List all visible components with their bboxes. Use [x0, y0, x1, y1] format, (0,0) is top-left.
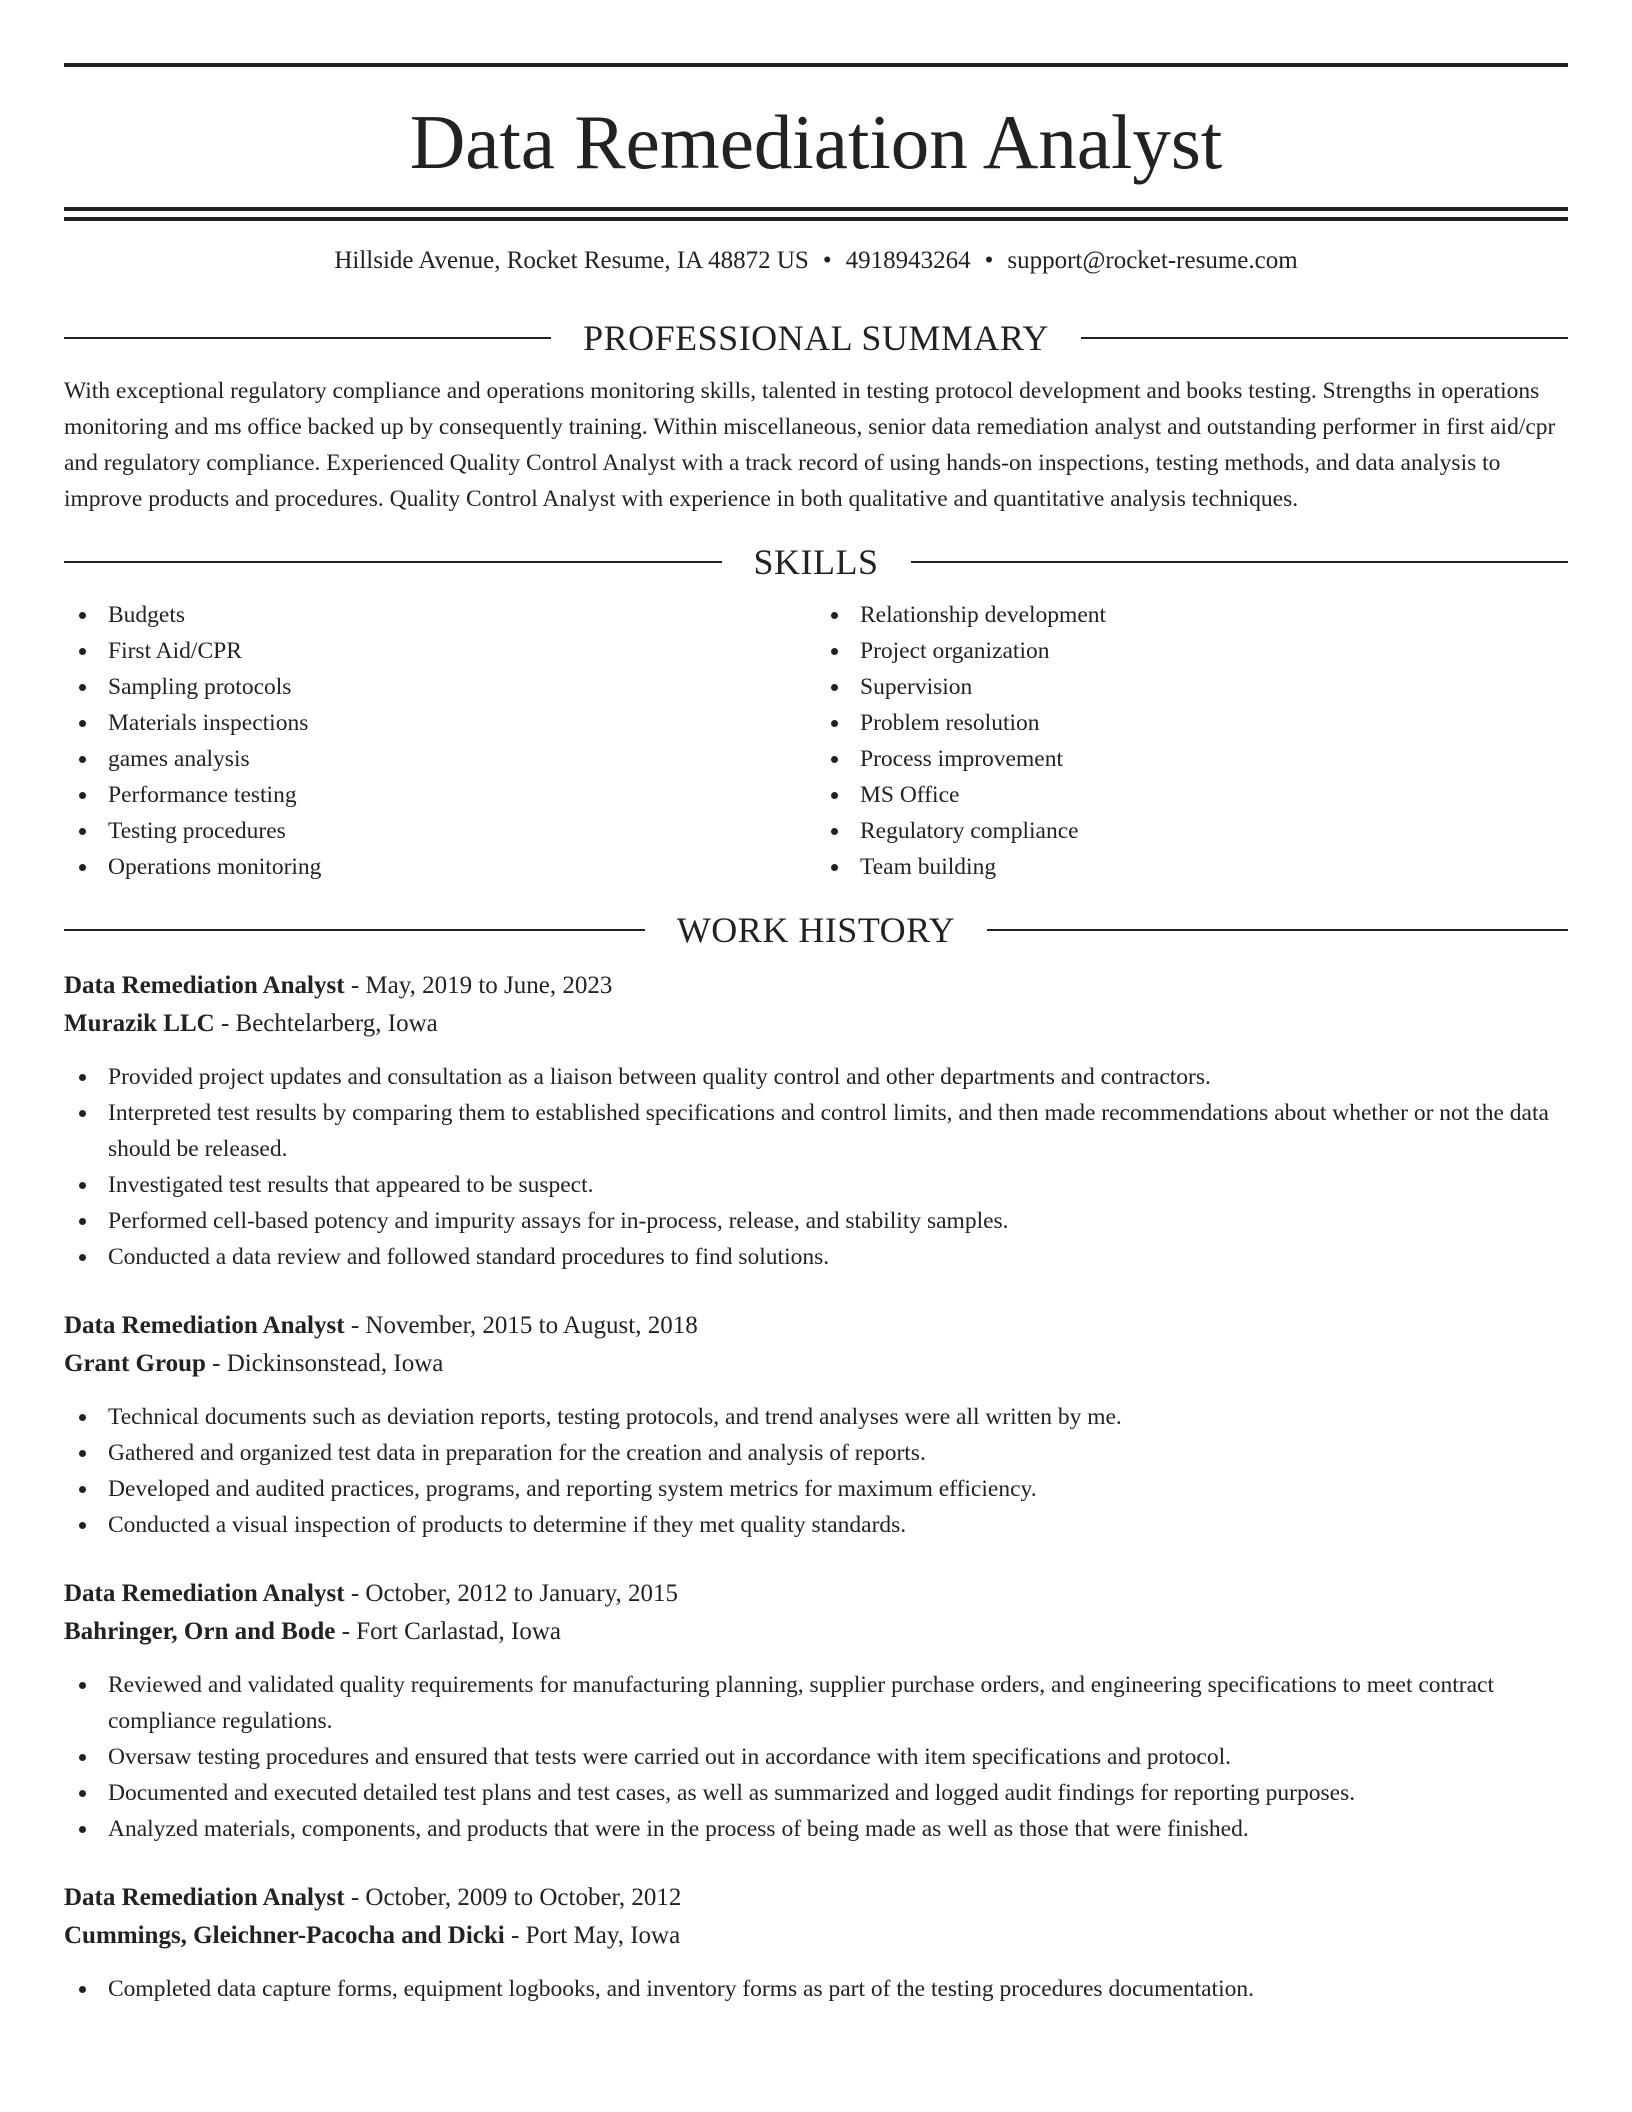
- skills-column-right: [816, 597, 1568, 885]
- job-title-line: [64, 1879, 1568, 1917]
- job-dates: - May, 2019 to June, 2023: [350, 972, 613, 999]
- skill-item: MS Office: [816, 777, 1568, 813]
- job-location: - Fort Carlastad, Iowa: [341, 1618, 561, 1645]
- summary-text: With exceptional regulatory compliance and operations monitoring skills, talented in testing protocol development and books testing. Strengths in operations monitoring and ms office backed up by consequently training. Within miscellaneous, senior data remediation analyst and outstanding performer in first aid/cpr and regulatory compliance. Experienced Quality Control Analyst with a track record of using hands-on inspections, testing methods, and data analysis to improve products and procedures. Quality Control Analyst with experience in both qualitative and quantitative analysis techniques.: [64, 378, 1556, 512]
- job-bullet: Provided project updates and consultation as a liaison between quality control and other departments and contractors.: [64, 1059, 1568, 1095]
- job-location: - Bechtelarberg, Iowa: [220, 1010, 438, 1037]
- job-title: Data Remediation Analyst: [64, 972, 345, 999]
- job-bullet: Reviewed and validated quality requirements for manufacturing planning, supplier purchase orders, and engineering specifications to meet contract compliance regulations.: [64, 1667, 1568, 1739]
- skills-column-left: [64, 597, 816, 885]
- job-bullets: [64, 1059, 1568, 1275]
- job-entry: [64, 1879, 1568, 2007]
- job-bullet: Developed and audited practices, programs, and reporting system metrics for maximum efficiency.: [64, 1471, 1568, 1507]
- job-bullet: Documented and executed detailed test plans and test cases, as well as summarized and logged audit findings for reporting purposes.: [64, 1775, 1568, 1811]
- job-company: Cummings, Gleichner-Pacocha and Dicki: [64, 1922, 505, 1949]
- work-section-header: [64, 909, 1568, 951]
- job-entry: [64, 1307, 1568, 1543]
- section-rule: [64, 561, 722, 563]
- section-rule: [64, 337, 551, 339]
- job-title: Data Remediation Analyst: [64, 1312, 345, 1339]
- job-bullets: [64, 1971, 1568, 2007]
- skill-item: First Aid/CPR: [64, 633, 816, 669]
- skill-item: Problem resolution: [816, 705, 1568, 741]
- job-bullet: Conducted a visual inspection of products to determine if they met quality standards.: [64, 1507, 1568, 1543]
- skill-item: Project organization: [816, 633, 1568, 669]
- contact-separator: •: [984, 247, 994, 274]
- resume-content: [64, 0, 1568, 2007]
- job-bullet: Gathered and organized test data in preparation for the creation and analysis of reports.: [64, 1435, 1568, 1471]
- skill-item: Team building: [816, 849, 1568, 885]
- skill-item: Performance testing: [64, 777, 816, 813]
- contact-separator: •: [822, 247, 832, 274]
- header-top-rule: [64, 63, 1568, 67]
- job-bullet: Interpreted test results by comparing them to established specifications and control limits, and then made recommendations about whether or not the data should be released.: [64, 1095, 1568, 1167]
- job-title: Data Remediation Analyst: [64, 1580, 345, 1607]
- skill-item: Supervision: [816, 669, 1568, 705]
- section-title: PROFESSIONAL SUMMARY: [583, 318, 1049, 358]
- job-location: - Dickinsonstead, Iowa: [212, 1350, 444, 1377]
- job-company-line: [64, 1613, 1568, 1651]
- contact-phone: 4918943264: [845, 247, 971, 274]
- contact-email[interactable]: support@rocket-resume.com: [1007, 247, 1298, 274]
- skills-section-header: [64, 541, 1568, 583]
- summary-section-header: [64, 317, 1568, 359]
- job-bullet: Analyzed materials, components, and products that were in the process of being made as well as those that were finished.: [64, 1811, 1568, 1847]
- contact-address: Hillside Avenue, Rocket Resume, IA 48872 US: [334, 247, 809, 274]
- section-rule: [987, 929, 1568, 931]
- skill-item: Testing procedures: [64, 813, 816, 849]
- job-title-line: [64, 1575, 1568, 1613]
- job-company: Bahringer, Orn and Bode: [64, 1618, 336, 1645]
- section-rule: [64, 929, 645, 931]
- job-bullets: [64, 1399, 1568, 1543]
- job-bullet: Conducted a data review and followed standard procedures to find solutions.: [64, 1239, 1568, 1275]
- job-bullet: Performed cell-based potency and impurity assays for in-process, release, and stability samples.: [64, 1203, 1568, 1239]
- section-rule: [911, 561, 1569, 563]
- job-bullet: Completed data capture forms, equipment logbooks, and inventory forms as part of the testing procedures documentation.: [64, 1971, 1568, 2007]
- job-company-line: [64, 1005, 1568, 1043]
- job-title-line: [64, 967, 1568, 1005]
- section-title: WORK HISTORY: [676, 910, 956, 950]
- skill-item: Relationship development: [816, 597, 1568, 633]
- skill-item: Operations monitoring: [64, 849, 816, 885]
- job-bullets: [64, 1667, 1568, 1847]
- job-company-line: [64, 1917, 1568, 1955]
- skills-list: [64, 597, 1568, 885]
- job-title-line: [64, 1307, 1568, 1345]
- job-dates: - November, 2015 to August, 2018: [350, 1312, 698, 1339]
- job-title: Data Remediation Analyst: [64, 1884, 345, 1911]
- resume-name: Data Remediation Analyst: [409, 99, 1223, 185]
- section-title: SKILLS: [753, 542, 879, 582]
- header-bottom-rule: [64, 207, 1568, 221]
- job-dates: - October, 2012 to January, 2015: [350, 1580, 678, 1607]
- skill-item: Budgets: [64, 597, 816, 633]
- job-bullet: Investigated test results that appeared to be suspect.: [64, 1167, 1568, 1203]
- job-entry: [64, 967, 1568, 1275]
- job-company: Murazik LLC: [64, 1010, 215, 1037]
- job-company: Grant Group: [64, 1350, 206, 1377]
- skill-item: Process improvement: [816, 741, 1568, 777]
- job-company-line: [64, 1345, 1568, 1383]
- job-bullet: Oversaw testing procedures and ensured that tests were carried out in accordance with item specifications and protocol.: [64, 1739, 1568, 1775]
- job-location: - Port May, Iowa: [511, 1922, 681, 1949]
- job-entry: [64, 1575, 1568, 1847]
- skill-item: games analysis: [64, 741, 816, 777]
- section-rule: [1081, 337, 1568, 339]
- job-bullet: Technical documents such as deviation reports, testing protocols, and trend analyses were all written by me.: [64, 1399, 1568, 1435]
- skill-item: Regulatory compliance: [816, 813, 1568, 849]
- skill-item: Materials inspections: [64, 705, 816, 741]
- job-dates: - October, 2009 to October, 2012: [350, 1884, 682, 1911]
- skill-item: Sampling protocols: [64, 669, 816, 705]
- contact-line: [64, 247, 1568, 275]
